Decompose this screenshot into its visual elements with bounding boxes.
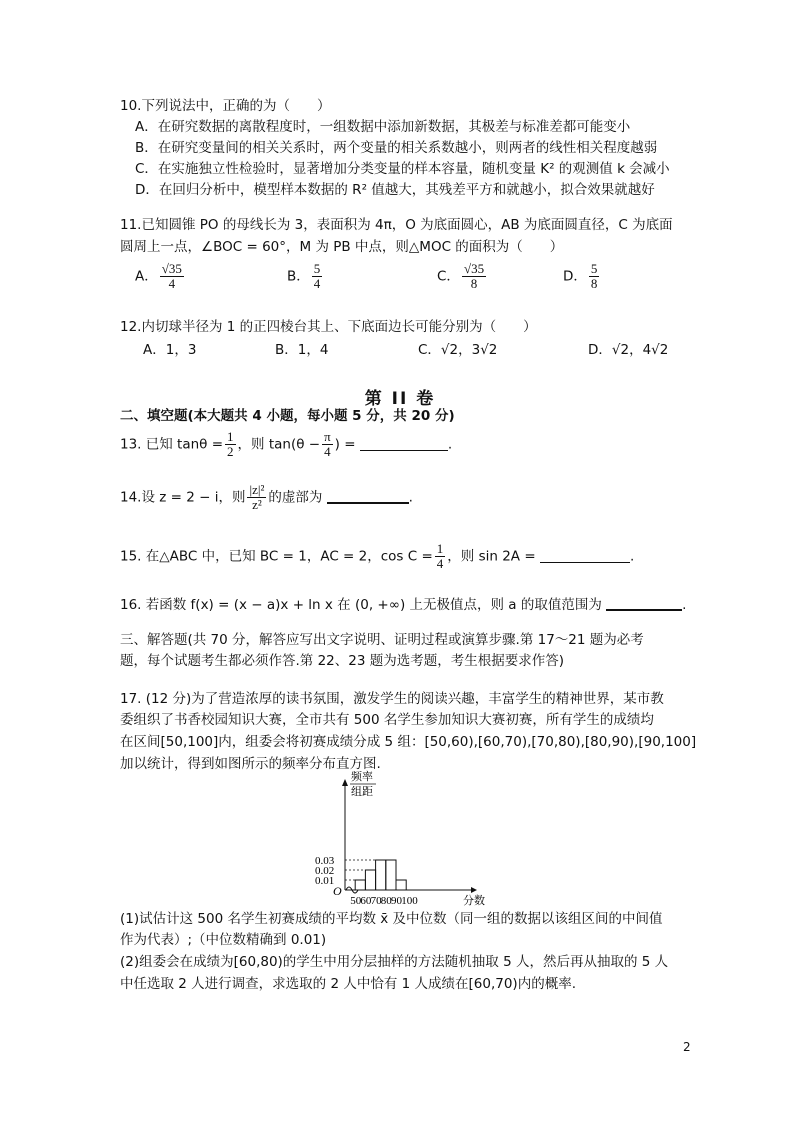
histogram-bar bbox=[386, 860, 396, 890]
y-tick-label: 0.02 bbox=[315, 865, 335, 877]
q13: 13. 已知 tanθ = $\frac{1}{2}$ ，则 tan(θ − $\frac{\pi}{4}$ ) = . bbox=[120, 429, 453, 459]
q12-option-d: D．√2，4√2 bbox=[588, 342, 669, 358]
x-tick-label: 90 bbox=[391, 895, 402, 907]
q15-answer-blank[interactable] bbox=[540, 548, 630, 563]
x-tick-label: 100 bbox=[401, 895, 418, 907]
q10-stem: 10.下列说法中，正确的为（ ） bbox=[120, 98, 331, 114]
q16-answer-blank[interactable] bbox=[606, 595, 682, 611]
q10-option-a: A．在研究数据的离散程度时，一组数据中添加新数据，其极差与标准差都可能变小 bbox=[135, 119, 631, 135]
q13-answer-blank[interactable] bbox=[360, 436, 448, 451]
frequency-histogram bbox=[295, 770, 495, 910]
q14-answer-blank[interactable] bbox=[327, 488, 409, 504]
q11-line1: 11.已知圆锥 PO 的母线长为 3，表面积为 4π，O 为底面圆心，AB 为底面圆直径，C 为底面 bbox=[120, 217, 673, 233]
q10-option-c: C．在实施独立性检验时，显著增加分类变量的样本容量，随机变量 K² 的观测值 k 会减小 bbox=[135, 161, 670, 177]
section3-line2: 题，每个试题考生都必须作答.第 22、23 题为选考题，考生根据要求作答) bbox=[120, 653, 564, 669]
q12-option-c: C．√2，3√2 bbox=[418, 342, 498, 358]
x-tick-label: 70 bbox=[370, 895, 382, 907]
histogram-bar bbox=[396, 880, 406, 890]
q14: 14.设 z = 2 − i，则 $\frac{\text{|z|²}}{\text{z²}}$ 的虚部为 . bbox=[120, 482, 413, 512]
y-label-denominator: 组距 bbox=[351, 786, 373, 798]
histogram-bar bbox=[376, 860, 386, 890]
q15: 15. 在△ABC 中，已知 BC = 1，AC = 2，cos C = $\frac{1}{4}$ ，则 sin 2A = . bbox=[120, 541, 635, 571]
q16: 16. 若函数 f(x) = (x − a)x + ln x 在 (0, +∞) 上无极值点，则 a 的取值范围为 . bbox=[120, 597, 687, 613]
q17-sub2-line2: 中任选取 2 人进行调查，求选取的 2 人中恰有 1 人成绩在[60,70)内的概率. bbox=[120, 976, 576, 992]
origin-label: O bbox=[333, 884, 342, 898]
x-tick-label: 60 bbox=[360, 895, 372, 907]
q12-option-a: A．1，3 bbox=[143, 342, 197, 358]
x-tick-label: 80 bbox=[380, 895, 392, 907]
q10-option-d: D．在回归分析中，模型样本数据的 R² 值越大，其残差平方和就越小，拟合效果就越好 bbox=[135, 182, 655, 198]
y-tick-label: 0.03 bbox=[315, 855, 335, 867]
section2-heading: 二、填空题(本大题共 4 小题，每小题 5 分，共 20 分) bbox=[120, 408, 455, 424]
section3-line1: 三、解答题(共 70 分，解答应写出文字说明、证明过程或演算步骤.第 17～21 题为必考 bbox=[120, 632, 644, 648]
q11-option-a: A． $\frac{√35}{4}$ bbox=[135, 261, 182, 291]
q17-sub1-line1: (1)试估计这 500 名学生初赛成绩的平均数 x̄ 及中位数（同一组的数据以该组区间的中间值 bbox=[120, 911, 663, 927]
x-axis-arrow bbox=[471, 887, 477, 893]
q12-stem: 12.内切球半径为 1 的正四棱台其上、下底面边长可能分别为（ ） bbox=[120, 319, 537, 335]
y-axis-arrow bbox=[342, 779, 348, 786]
q10-option-b: B．在研究变量间的相关关系时，两个变量的相关系数越小，则两者的线性相关程度越弱 bbox=[135, 140, 658, 156]
q11-option-b: B． $\frac{5}{4}$ bbox=[287, 261, 321, 291]
q11-line2: 圆周上一点，∠BOC = 60°，M 为 PB 中点，则△MOC 的面积为（ ） bbox=[120, 239, 564, 255]
y-label-numerator: 频率 bbox=[351, 771, 373, 783]
q11-option-c: C． $\frac{√35}{8}$ bbox=[437, 261, 485, 291]
part2-title: 第 II 卷 bbox=[364, 389, 436, 409]
q17-sub2-line1: (2)组委会在成绩为[60,80)的学生中用分层抽样的方法随机抽取 5 人，然后再从抽取的 5 人 bbox=[120, 954, 669, 970]
x-tick-label: 50 bbox=[350, 895, 362, 907]
q17-sub1-line2: 作为代表）;（中位数精确到 0.01) bbox=[120, 932, 327, 948]
q17-line4: 加以统计，得到如图所示的频率分布直方图. bbox=[120, 756, 381, 772]
q17-line2: 委组织了书香校园知识大赛，全市共有 500 名学生参加知识大赛初赛，所有学生的成绩均 bbox=[120, 712, 654, 728]
x-axis-label: 分数 bbox=[463, 895, 485, 907]
histogram-bar bbox=[365, 870, 375, 890]
page-number: 2 bbox=[683, 1040, 691, 1054]
y-tick-label: 0.01 bbox=[315, 875, 335, 887]
q12-option-b: B．1，4 bbox=[275, 342, 329, 358]
histogram-bar bbox=[355, 880, 365, 890]
q17-line1: 17. (12 分)为了营造浓厚的读书氛围，激发学生的阅读兴趣，丰富学生的精神世界，某市教 bbox=[120, 691, 664, 707]
q11-option-d: D． $\frac{5}{8}$ bbox=[563, 261, 598, 291]
q17-line3: 在区间[50,100]内，组委会将初赛成绩分成 5 组：[50,60),[60,70),[70,80),[80,90),[90,100] bbox=[120, 734, 697, 750]
